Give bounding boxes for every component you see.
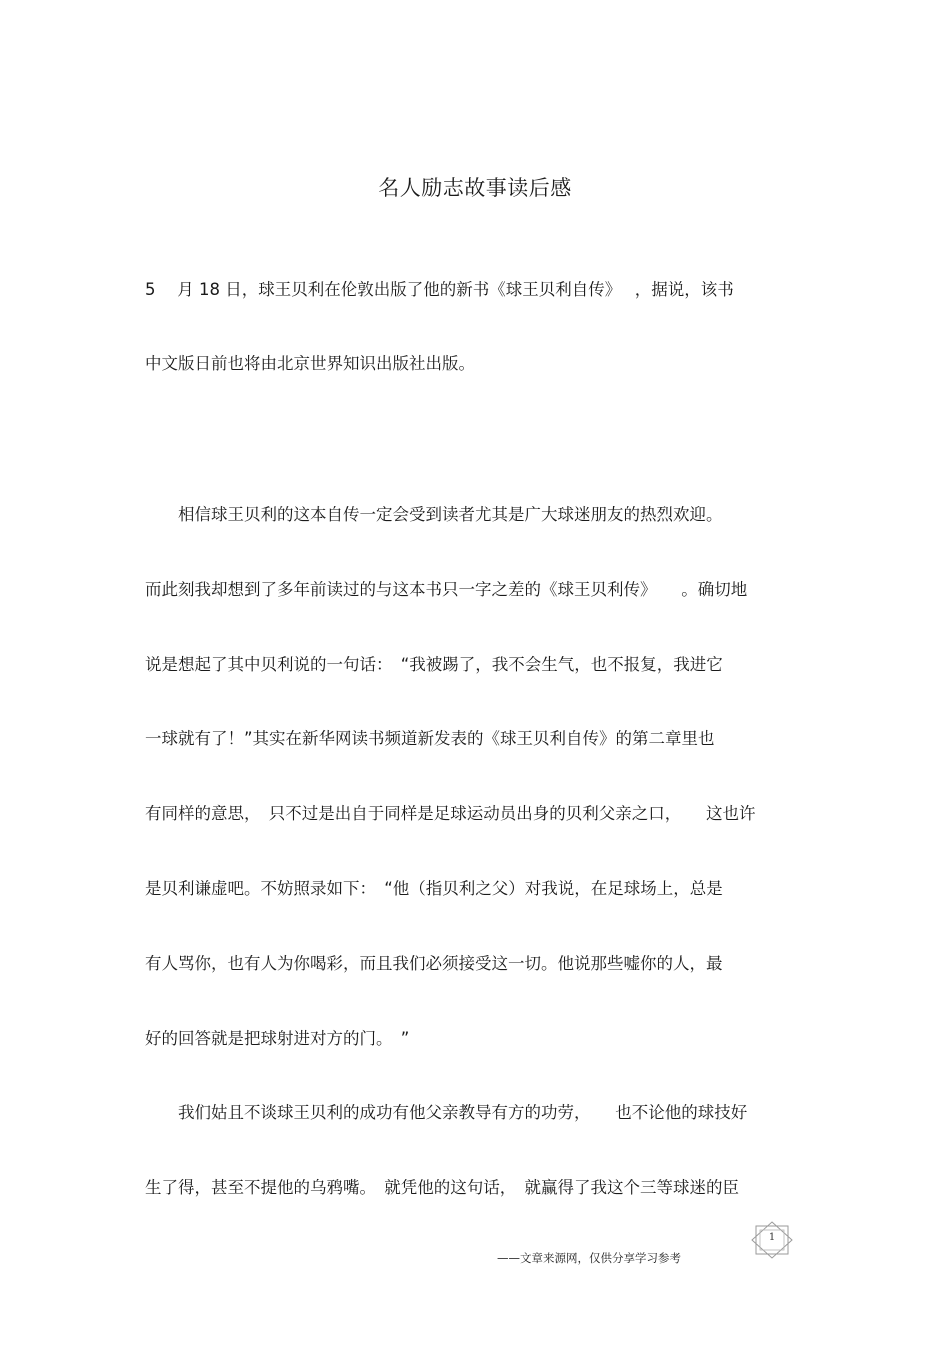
paragraph-line: 是贝利谦虚吧。不妨照录如下： “他（指贝利之父）对我说，在足球场上，总是 [145, 879, 723, 898]
footer-source-note: ——文章来源网，仅供分享学习参考 [497, 1251, 681, 1265]
paragraph-line: 一球就有了！”其实在新华网读书频道新发表的《球王贝利自传》的第二章里也 [145, 729, 715, 748]
paragraph-line: 而此刻我却想到了多年前读过的与这本书只一字之差的《球王贝利传》 。确切地 [145, 580, 748, 599]
paragraph-line: 5 月 18 日，球王贝利在伦敦出版了他的新书《球王贝利自传》 ，据说，该书 [145, 280, 734, 299]
paragraph-line: 中文版日前也将由北京世界知识出版社出版。 [145, 354, 475, 373]
page-number: 1 [768, 1232, 776, 1243]
document-title: 名人励志故事读后感 [378, 176, 572, 200]
paragraph-line: 有同样的意思， 只不过是出自于同样是足球运动员出身的贝利父亲之口， 这也许 [145, 804, 756, 823]
paragraph-line: 说是想起了其中贝利说的一句话： “我被踢了，我不会生气，也不报复，我进它 [145, 655, 723, 674]
paragraph-line: 相信球王贝利的这本自传一定会受到读者尤其是广大球迷朋友的热烈欢迎。 [145, 505, 723, 524]
paragraph-line: 我们姑且不谈球王贝利的成功有他父亲教导有方的功劳， 也不论他的球技好 [145, 1103, 748, 1122]
paragraph-line: 好的回答就是把球射进对方的门。 ” [145, 1029, 410, 1048]
page-number-badge [748, 1220, 796, 1260]
paragraph-line: 生了得，甚至不提他的乌鸦嘴。 就凭他的这句话， 就赢得了我这个三等球迷的臣 [145, 1178, 739, 1197]
paragraph-line: 有人骂你，也有人为你喝彩，而且我们必须接受这一切。他说那些嘘你的人，最 [145, 954, 723, 973]
